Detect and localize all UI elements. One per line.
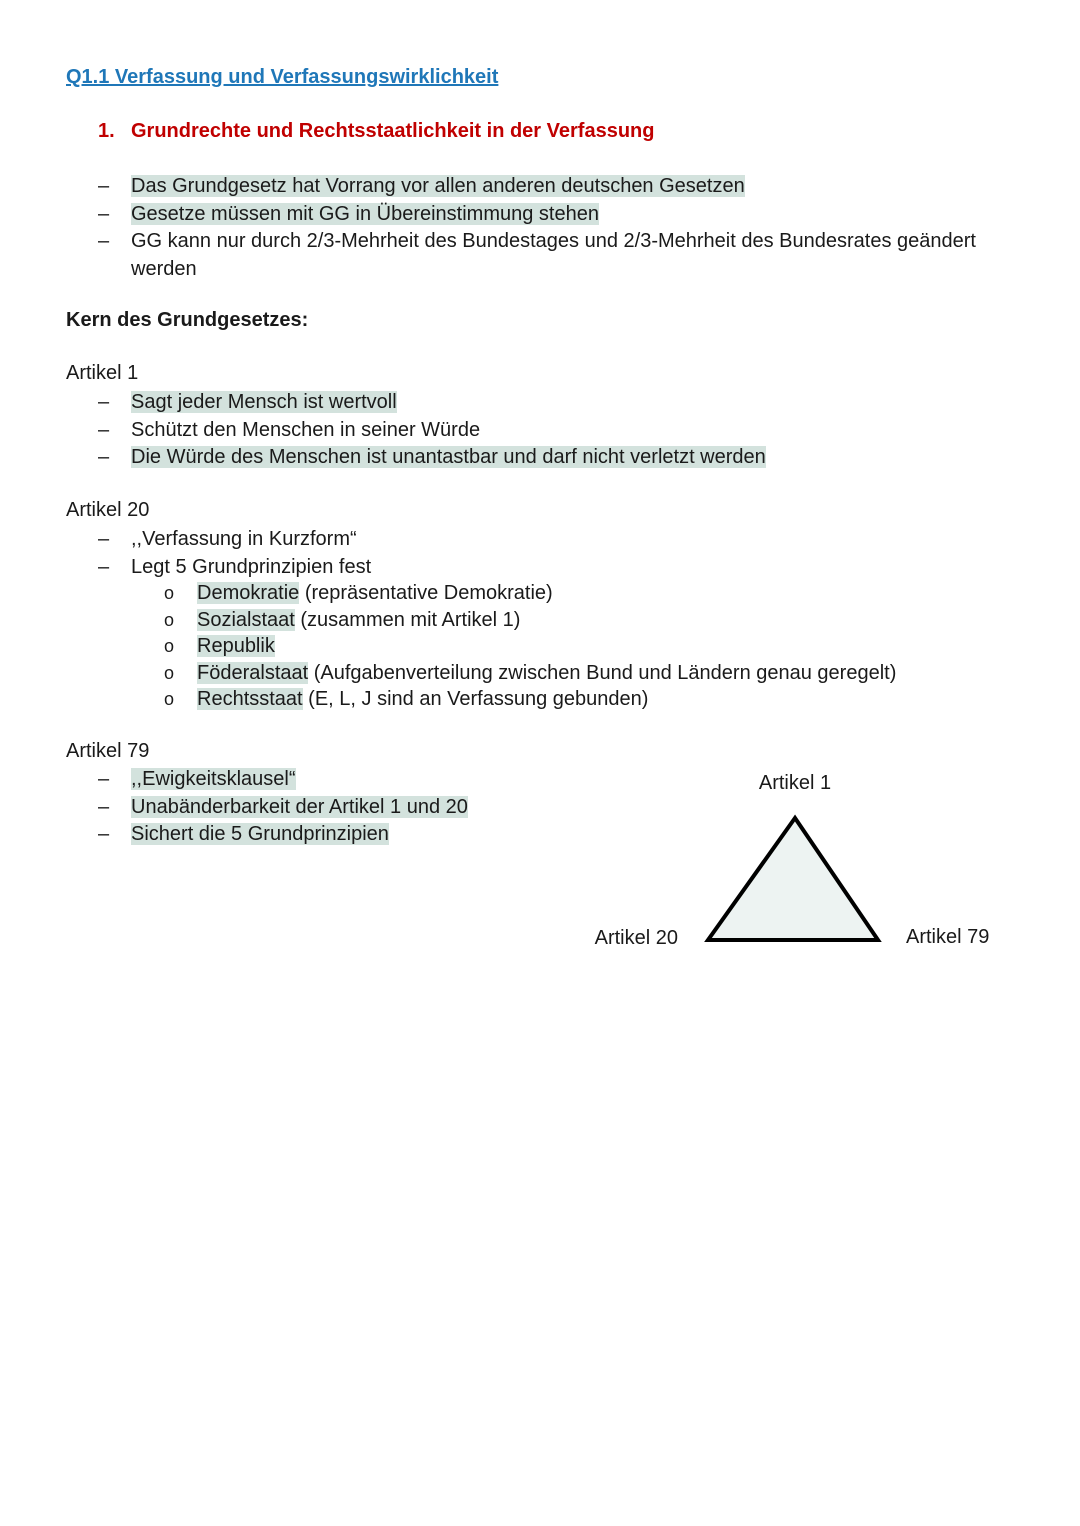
artikel20-label: Artikel 20 [66,499,150,521]
list-item [98,173,998,201]
circle-bullet: o [164,662,175,683]
circle-bullet: o [164,609,175,630]
list-item-text: Sichert die 5 Grundprinzipien [131,823,389,845]
dash-bullet: – [98,391,110,413]
principles-list [164,580,984,713]
principle-detail: (Aufgabenverteilung zwischen Bund und Ländern genau geregelt) [308,661,897,684]
list-item-text: Sagt jeder Mensch ist wertvoll [131,391,397,413]
principle-term: Rechtsstaat [197,688,303,710]
dash-bullet: – [98,175,110,197]
dash-bullet: – [98,418,110,441]
principle-term: Demokratie [197,582,300,604]
list-item [98,554,998,582]
list-item [98,526,998,554]
list-item-text: GG kann nur durch 2/3-Mehrheit des Bundestages und 2/3-Mehrheit des Bundesrates geändert werden [131,230,976,280]
triangle-label-right: Artikel 79 [906,926,990,948]
artikel1-label: Artikel 1 [66,362,139,384]
circle-bullet: o [164,636,175,656]
dash-bullet: – [98,823,110,845]
principle-detail: (repräsentative Demokratie) [299,582,553,604]
dash-bullet: – [98,768,110,790]
principle-term: Föderalstaat [197,661,309,684]
triangle-shape [708,818,878,940]
principle-item [164,660,984,687]
principle-item [164,580,984,607]
principle-detail: (zusammen mit Artikel 1) [294,608,521,631]
list-item [98,444,998,472]
list-item [98,794,518,822]
list-item-text: Schützt den Menschen in seiner Würde [131,418,481,441]
list-item-text: Die Würde des Menschen ist unantastbar und darf nicht verletzt werden [131,446,766,468]
artikel20-list [98,526,998,581]
triangle-label-top: Artikel 1 [758,772,832,794]
dash-bullet: – [98,528,110,550]
principle-term: Republik [197,635,275,657]
list-item-text: ,,Verfassung in Kurzform“ [131,528,357,550]
list-item [98,228,998,283]
section-heading-text: Grundrechte und Rechtsstaatlichkeit in der Verfassung [131,120,655,142]
principle-item [164,686,984,713]
list-item-text: Gesetze müssen mit GG in Übereinstimmung stehen [131,202,599,225]
triangle-label-left: Artikel 20 [594,927,678,949]
circle-bullet: o [164,583,175,603]
dash-bullet: – [98,795,110,818]
dash-bullet: – [98,230,110,252]
triangle-diagram [580,760,1020,970]
list-item-text: ,,Ewigkeitsklausel“ [131,768,296,790]
principle-item [164,633,984,660]
dash-bullet: – [98,446,110,468]
list-item [98,201,998,229]
dash-bullet: – [98,555,110,578]
list-item [98,766,518,794]
dash-bullet: – [98,202,110,225]
section-number: 1. [98,120,115,142]
artikel79-label: Artikel 79 [66,740,150,762]
list-item [98,417,998,445]
circle-bullet: o [164,689,175,709]
list-item-text: Unabänderbarkeit der Artikel 1 und 20 [131,795,468,818]
artikel79-list [98,766,518,849]
intro-list [98,173,998,283]
page-title: Q1.1 Verfassung und Verfassungswirklichkeit [66,66,499,88]
list-item [98,821,518,849]
section-heading [98,120,654,143]
kern-label: Kern des Grundgesetzes: [66,309,309,331]
principle-detail: (E, L, J sind an Verfassung gebunden) [302,688,649,710]
list-item-text: Das Grundgesetz hat Vorrang vor allen anderen deutschen Gesetzen [131,175,745,197]
principle-term: Sozialstaat [197,608,295,631]
list-item [98,389,998,417]
principle-item [164,607,984,634]
artikel1-list [98,389,998,472]
list-item-text: Legt 5 Grundprinzipien fest [131,555,372,578]
